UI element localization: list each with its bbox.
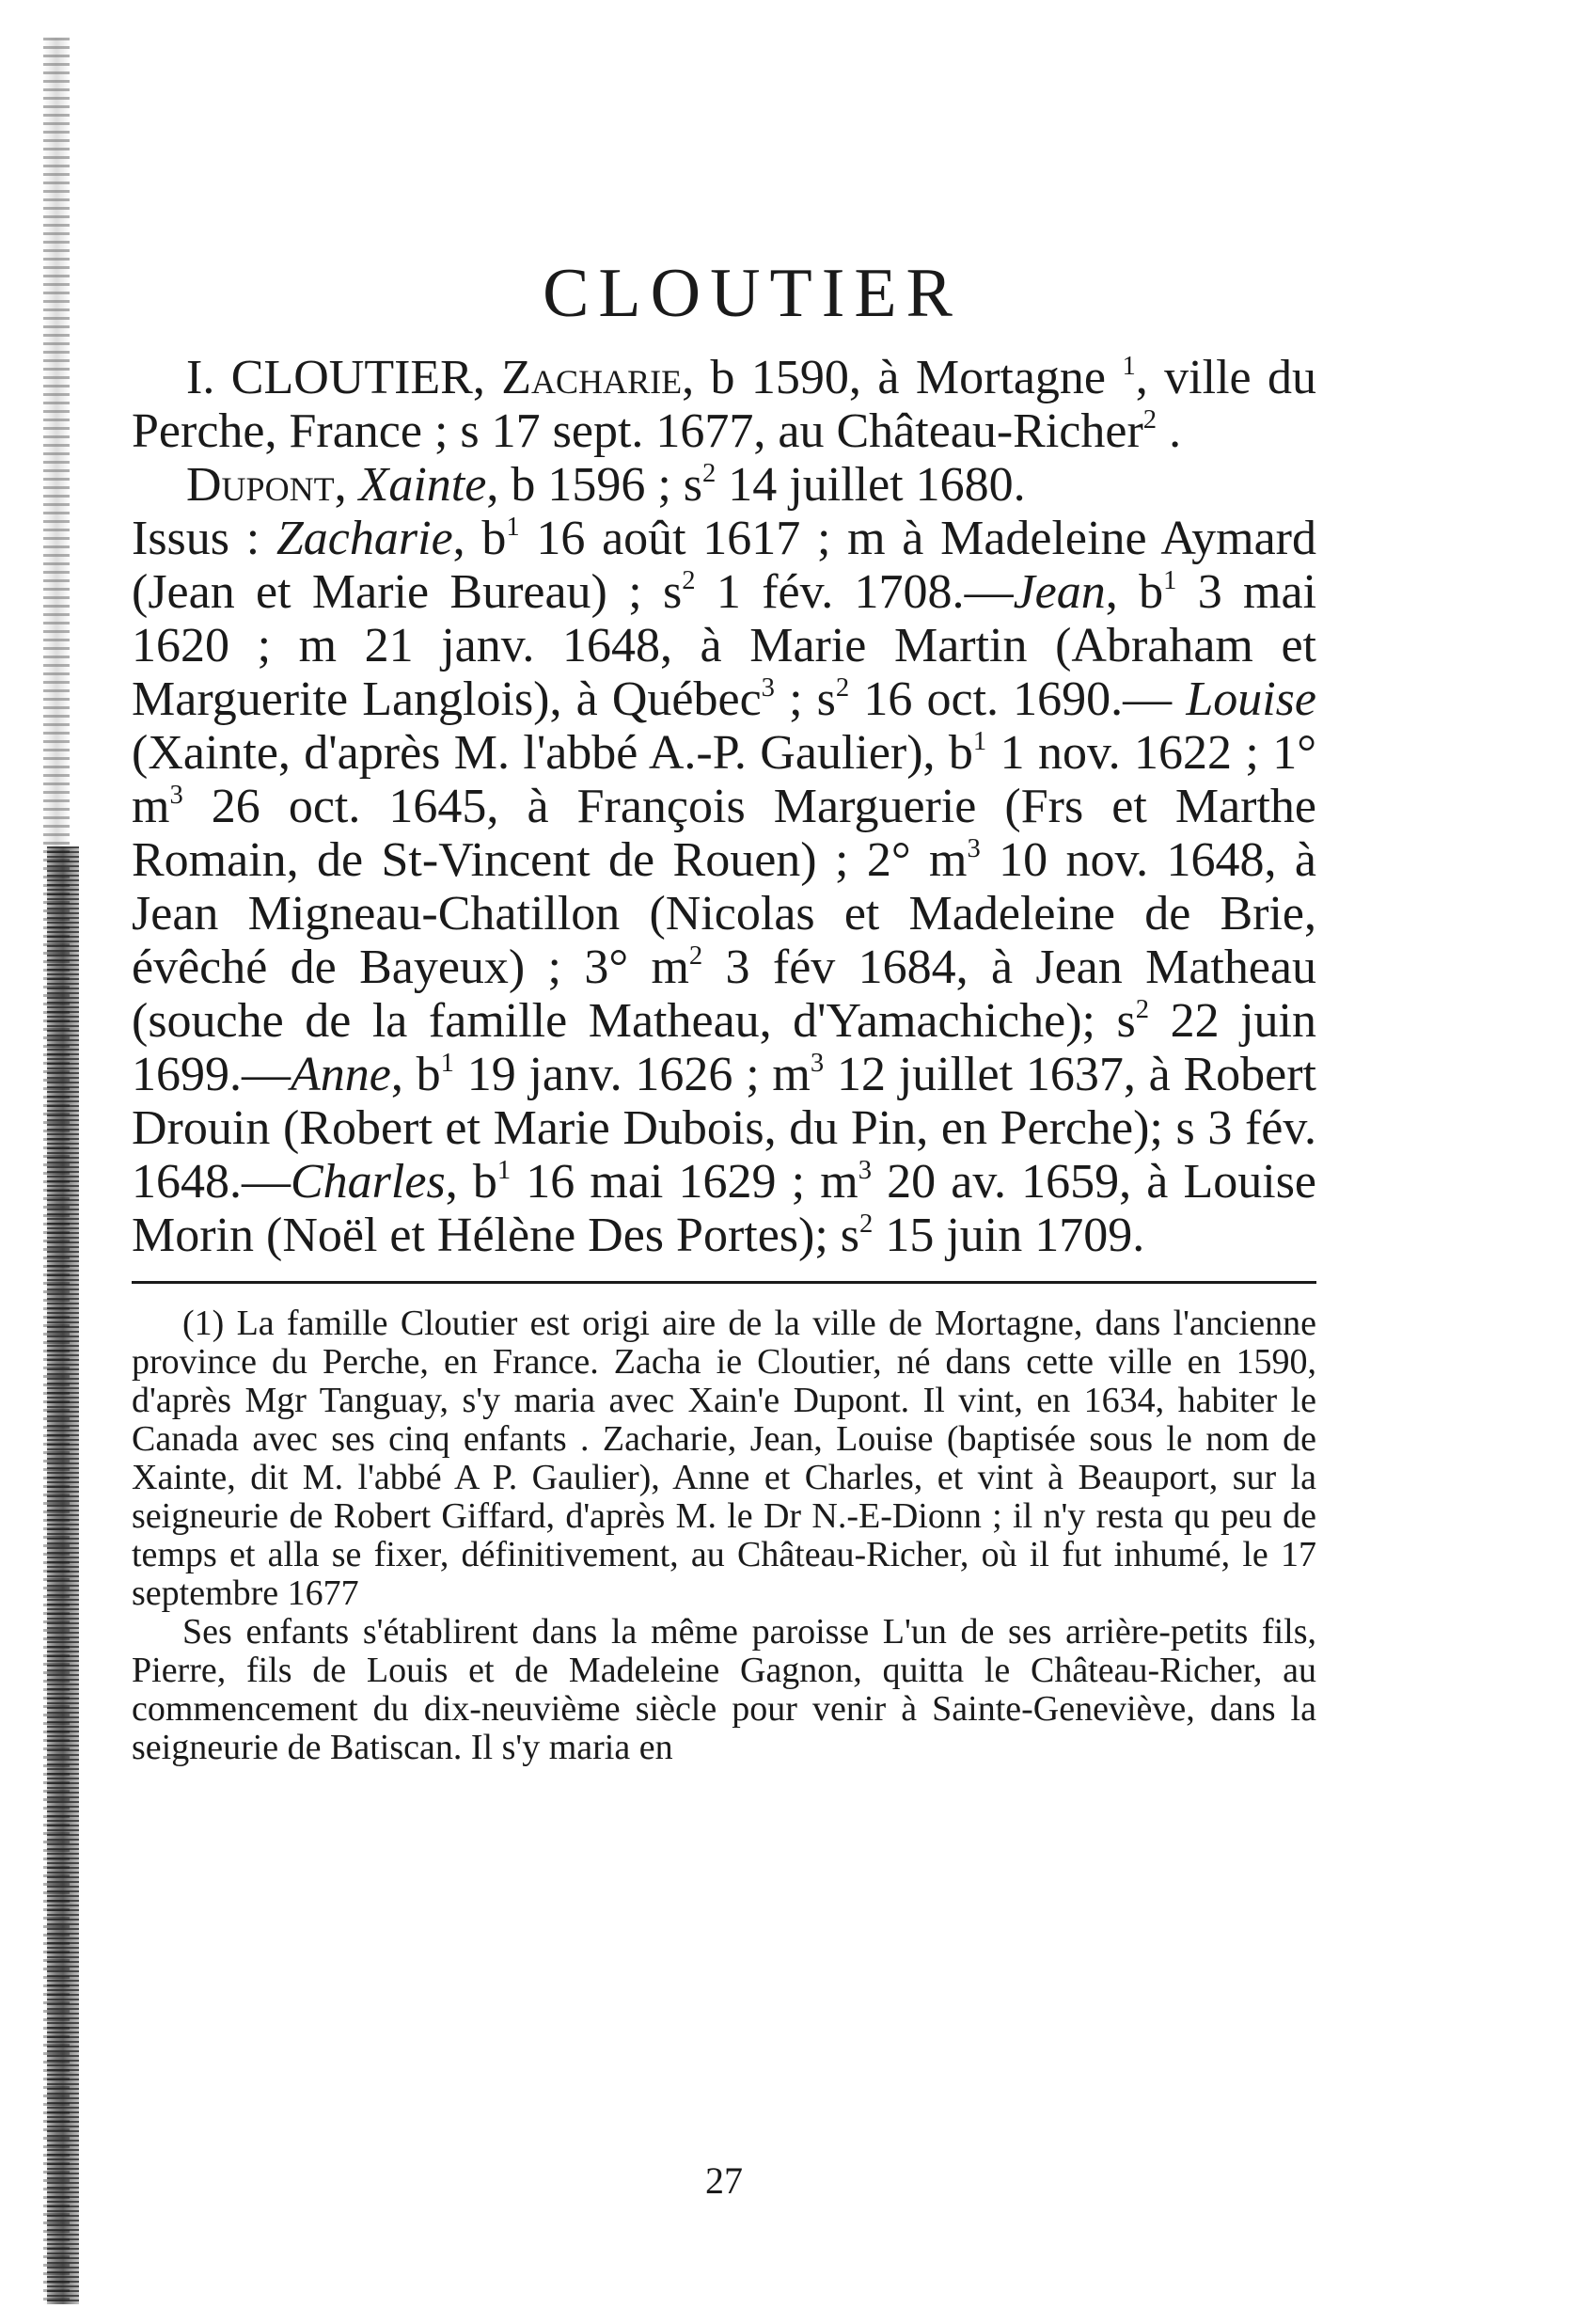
spouse-given-name: Xainte (358, 458, 487, 512)
child-text: 16 août 1617 ; m à Madeleine Aymard (Jean et Marie Bureau) ; s (132, 512, 1316, 619)
child-text: , b (445, 1155, 497, 1209)
child-jean: Jean (1013, 565, 1106, 619)
place-ref: 3 (967, 833, 981, 863)
child-text: ; s (774, 672, 836, 726)
footnote-ref[interactable]: 1 (1122, 351, 1136, 381)
scan-margin-edge-dense (47, 846, 79, 2304)
spouse-death: 14 juillet 1680. (716, 458, 1026, 512)
child-charles: Charles (291, 1155, 446, 1209)
child-louise: Louise (1186, 672, 1316, 726)
place-ref: 1 (506, 512, 520, 542)
child-text: (Xainte, d'après M. l'abbé A.-P. Gaulier), b (132, 726, 973, 780)
page-number: 27 (705, 2159, 743, 2202)
entry-given-name: Zacharie (501, 351, 683, 404)
place-ref: 2 (682, 565, 696, 595)
place-ref: 3 (810, 1048, 825, 1078)
footnote-paragraph-1: (1) La famille Cloutier est origi aire de la ville de Mortagne, dans l'ancienne province du Perche, en France. Zacha ie Cloutier, né dans cette ville en 1590, d'après Mgr Tanguay, s'y maria avec Xain'e Dupont. Il vint, en 1634, habiter le Canada avec ses cinq enfants . Zacharie, Jean, Louise (baptisée sous le nom de Xainte, dit M. l'abbé A P. Gaulier), Anne et Charles, et vint à Beauport, sur la seigneurie de Robert Giffard, d'après M. le Dr N.-E-Dionn ; il n'y resta qu peu de temps et alla se fixer, définitivement, au Château-Richer, où il fut inhumé, le 17 septembre 1677 (132, 1304, 1316, 1613)
place-ref: 3 (761, 672, 775, 703)
footnote-divider (132, 1281, 1316, 1284)
entry-surname: CLOUTIER, (230, 351, 485, 404)
entry-text-1: , b 1590, à Mortagne (682, 351, 1123, 404)
place-ref: 3 (169, 780, 183, 810)
separator-dash: — (964, 565, 1014, 619)
child-text: 15 juin 1709. (873, 1209, 1145, 1262)
child-text: 3 fév 1684, à Jean Matheau (souche de la famille Matheau, d'Yamachiche); s (132, 941, 1317, 1048)
place-ref: 1 (440, 1048, 454, 1078)
child-text: 3 mai 1620 ; m 21 janv. 1648, à Marie Martin (Abraham et Marguerite Langlois), à Québec (132, 565, 1317, 726)
place-ref: 1 (1163, 565, 1177, 595)
place-ref: 3 (858, 1155, 872, 1185)
child-text: 10 nov. 1648, à Jean Migneau-Chatillon (Nicolas et Madeleine de Brie, évêché de Bayeux) ; 3° m (132, 833, 1316, 994)
child-text: 16 oct. 1690.— (849, 672, 1187, 726)
child-text: , b (452, 512, 507, 565)
place-ref: 2 (835, 672, 850, 703)
child-text: , b (390, 1048, 441, 1101)
entry-text-2: , ville du Perche, France ; s 17 sept. 1677, au Château-Richer (132, 351, 1317, 458)
spouse-paragraph: Dupont, Xainte, b 1596 ; $s^2$ 14 juillet 1680. (186, 458, 1026, 512)
issue-paragraph (132, 512, 1316, 1262)
child-text: 22 juin 1699.— (132, 994, 1316, 1101)
footnote-paragraph-2: Ses enfants s'établirent dans la même paroisse L'un de ses arrière-petits fils, Pierre, fils de Louis et de Madeleine Gagnon, quitta le Château-Richer, au commencement du dix-neuvième siècle pour venir à Sainte-Geneviève, dans la seigneurie de Batiscan. Il s'y maria en (132, 1612, 1316, 1767)
place-ref: 2 (688, 941, 703, 971)
child-text: , b (1105, 565, 1164, 619)
place-ref: 2 (859, 1209, 874, 1239)
entry-paragraph (132, 351, 1316, 458)
entry-numeral: I. (186, 351, 215, 404)
child-anne: Anne (291, 1048, 391, 1101)
spouse-surname: Dupont (186, 458, 335, 512)
child-text: 26 oct. 1645, à François Marguerie (Frs et Marthe Romain, de St-Vincent de Rouen) ; 2° m (132, 780, 1316, 887)
child-text: 16 mai 1629 ; m (511, 1155, 858, 1209)
spouse-text: , b 1596 ; s (486, 458, 702, 512)
place-ref: 1 (972, 726, 987, 756)
child-zacharie: Zacharie (276, 512, 453, 565)
child-text: 1 fév. 1708. (695, 565, 965, 619)
child-text: 12 juillet 1637, à Robert Drouin (Robert et Marie Dubois, du Pin, en Perche); s 3 fév. 1648.— (132, 1048, 1316, 1209)
place-ref: 2 (1135, 994, 1150, 1024)
issue-label: Issus : (132, 512, 276, 565)
place-ref: 1 (496, 1155, 512, 1185)
page-title: CLOUTIER (543, 255, 962, 332)
place-ref: 2 (702, 458, 717, 488)
child-text: 19 janv. 1626 ; m (453, 1048, 811, 1101)
page-body (132, 254, 1317, 2202)
child-text: 20 av. 1659, à Louise Morin (Noël et Hélène Des Portes); s (132, 1155, 1317, 1262)
child-text: 1 nov. 1622 ; 1° m (132, 726, 1316, 833)
entry-text-3: . (1157, 404, 1182, 458)
place-ref: 2 (1142, 404, 1158, 435)
